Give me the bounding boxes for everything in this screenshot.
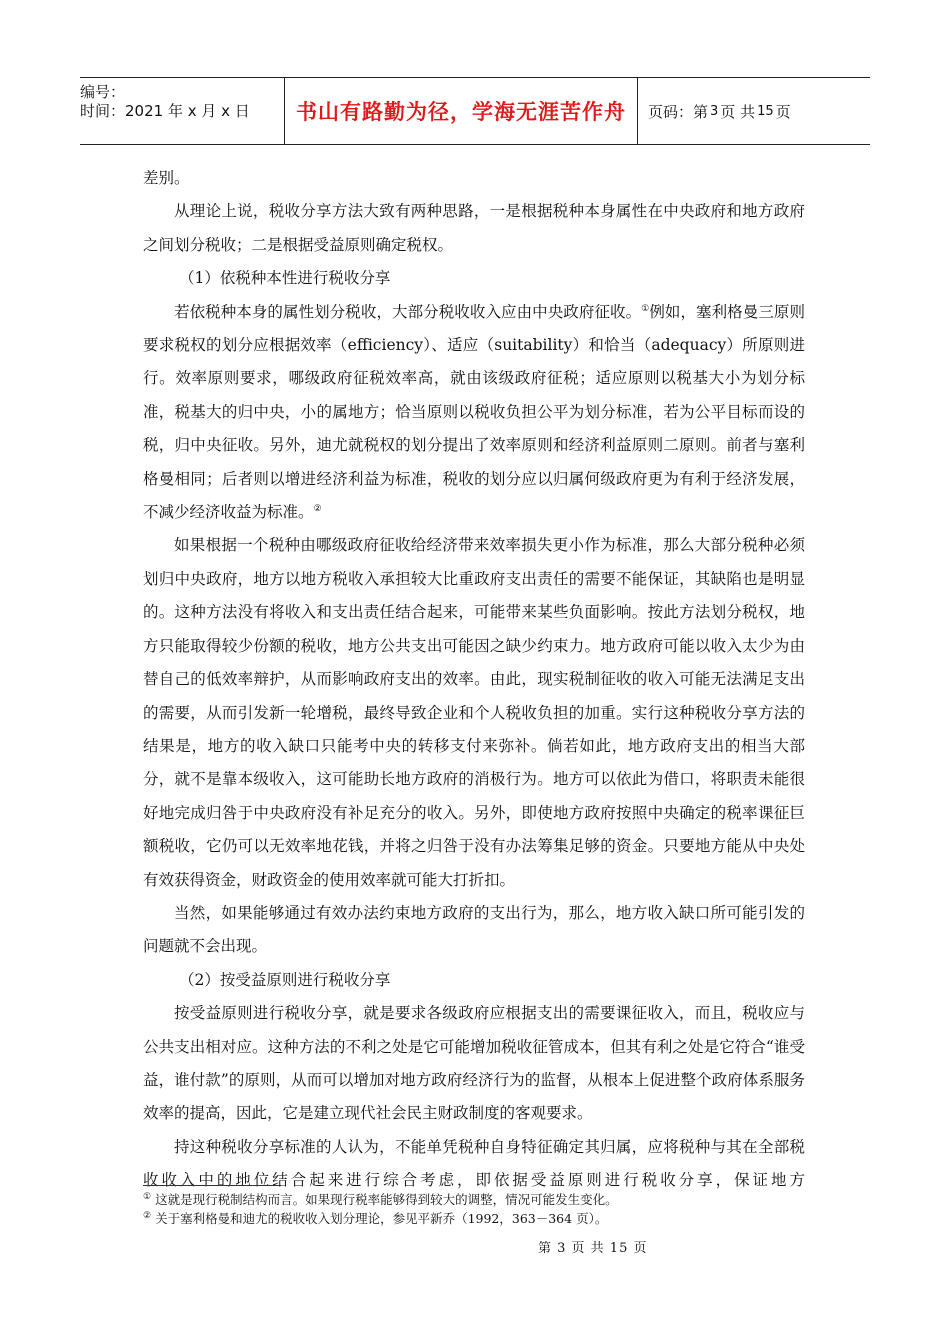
footer-page-number: 第 3 页 共 15 页	[538, 1241, 648, 1256]
paragraph-benefit-principle: 按受益原则进行税收分享，就是要求各级政府应根据支出的需要课征收入，而且，税收应与公共支出相对应。这种方法的不利之处是它可能增加税收征管成本，但其有利之处是它符合“谁受益，谁付款”的原则，从而可以增加对地方政府经济行为的监督，从根本上促进整个政府体系服务效率的提高，因此，它是建立现代社会民主财政制度的客观要求。	[143, 1004, 805, 1123]
section-heading-2: （2）按受益原则进行税收分享	[179, 970, 391, 989]
footnote-mark-2: ②	[143, 1210, 152, 1221]
header-page-info	[638, 78, 870, 144]
header-page-suffix: 页	[775, 102, 791, 121]
paragraph-proponents: 持这种税收分享标准的人认为，不能单凭税种自身特征确定其归属，应将税种与其在全部税收收入中的地位结合起来进行综合考虑，即依据受益原则进行税收分享，保证地方	[143, 1137, 805, 1190]
header-date: 时间：2021 年 x 月 x 日	[80, 102, 250, 120]
footnote-ref-2[interactable]: ②	[313, 503, 322, 514]
footnote-ref-1[interactable]: ①	[641, 303, 650, 314]
footnote-2	[143, 1209, 618, 1228]
paragraph-intro: 从理论上说，税收分享方法大致有两种思路，一是根据税种本身属性在中央政府和地方政府之间划分税收；二是根据受益原则确定税权。	[143, 202, 805, 254]
footnote-mark-1: ①	[143, 1191, 152, 1202]
document-body	[143, 162, 805, 1198]
header-page-prefix: 页码：第	[648, 102, 709, 121]
paragraph-tax-nature-body: 例如，塞利格曼三原则要求税权的划分应根据效率（efficiency）、适应（suitability）和恰当（adequacy）所原则进行。效率原则要求，哪级政府征税效率高，就由该级政府征税；适应原则以税基大小为划分标准，税基大的归中央，小的属地方；恰当原则以税收负担公平为划分标准，若为公平目标而设的税，归中央征收。另外，迪尤就税权的划分提出了效率原则和经济利益原则二原则。前者与塞利格曼相同；后者则以增进经济利益为标准，税收的划分应以归属何级政府更为有利于经济发展，不减少经济收益为标准。	[143, 302, 805, 522]
header-motto: 书山有路勤为径，学海无涯苦作舟	[285, 78, 638, 144]
paragraph-continuation: 差别。	[143, 169, 190, 187]
footnotes	[143, 1190, 618, 1228]
header-meta	[80, 78, 285, 144]
footnote-1-text: 这就是现行税制结构而言。如果现行税率能够得到较大的调整，情况可能发生变化。	[155, 1192, 618, 1207]
header-page-total: 15	[757, 103, 774, 119]
paragraph-tax-nature-lead: 若依税种本身的属性划分税收，大部分税收收入应由中央政府征收。	[174, 302, 642, 321]
footnote-2-text: 关于塞利格曼和迪尤的税收收入划分理论，参见平新乔（1992，363－364 页）。	[155, 1211, 608, 1226]
section-heading-1: （1）依税种本性进行税收分享	[179, 269, 391, 288]
paragraph-constraint: 当然，如果能够通过有效办法约束地方政府的支出行为，那么，地方收入缺口所可能引发的问题就不会出现。	[143, 903, 805, 956]
page-header	[80, 77, 870, 145]
footnote-1	[143, 1190, 618, 1209]
footnote-divider	[143, 1185, 281, 1186]
header-number-label: 编号：	[80, 83, 126, 101]
paragraph-efficiency-standard: 如果根据一个税种由哪级政府征收给经济带来效率损失更小作为标准，那么大部分税种必须划归中央政府，地方以地方税收入承担较大比重政府支出责任的需要不能保证，其缺陷也是明显的。这种方法没有将收入和支出责任结合起来，可能带来某些负面影响。按此方法划分税权，地方只能取得较少份额的税收，地方公共支出可能因之缺少约束力。地方政府可能以收入太少为由替自己的低效率辩护，从而影响政府支出的效率。由此，现实税制征收的收入可能无法满足支出的需要，从而引发新一轮增税，最终导致企业和个人税收负担的加重。实行这种税收分享方法的结果是，地方的收入缺口只能考中央的转移支付来弥补。倘若如此，地方政府支出的相当大部分，就不是靠本级收入，这可能助长地方政府的消极行为。地方可以依此为借口，将职责未能很好地完成归咎于中央政府没有补足充分的收入。另外，即使地方政府按照中央确定的税率课征巨额税收，它仍可以无效率地花钱，并将之归咎于没有办法筹集足够的资金。只要地方能从中央处有效获得资金，财政资金的使用效率就可能大打折扣。	[143, 536, 805, 889]
header-page-current: 3	[710, 103, 719, 119]
header-page-mid: 页 共	[720, 102, 756, 121]
paragraph-tax-nature	[143, 296, 805, 530]
